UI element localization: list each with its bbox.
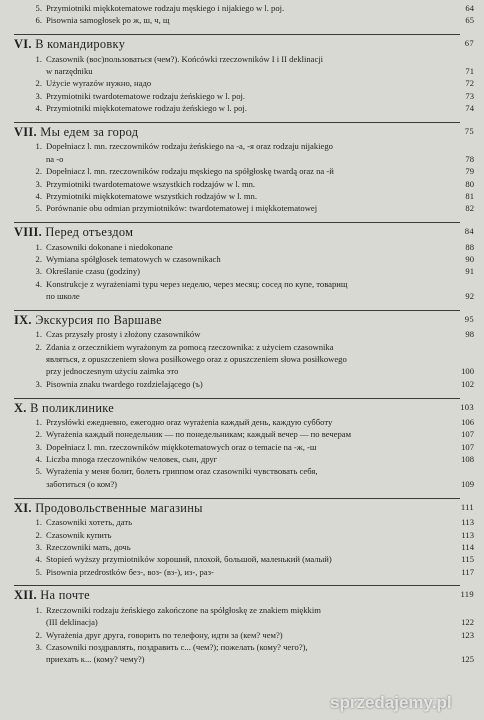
toc-entry bbox=[14, 342, 442, 354]
entry-page-number: 113 bbox=[461, 529, 474, 540]
entry-text: Pisownia znaku twardego rozdzielającego (ъ) bbox=[46, 378, 203, 389]
entry-page-number: 113 bbox=[461, 517, 474, 528]
entry-text: Czasownik (вос)пользоваться (чем?). Końcówki rzeczowników I i II deklinacji bbox=[46, 53, 324, 64]
entry-page-number: 125 bbox=[461, 654, 474, 665]
entry-page-number: 72 bbox=[465, 78, 474, 89]
section-divider bbox=[14, 34, 460, 35]
toc-entry bbox=[14, 605, 442, 617]
toc-entry bbox=[14, 154, 442, 166]
entry-page-number: 74 bbox=[465, 103, 474, 114]
section-title: В командировку bbox=[35, 37, 126, 52]
entry-text: Zdania z orzecznikiem wyrażonym za pomocą rzeczownika: z użyciem czasownika bbox=[46, 341, 334, 352]
section-divider bbox=[14, 222, 460, 223]
toc-entry bbox=[14, 567, 442, 579]
section-heading bbox=[14, 125, 474, 140]
toc-entry bbox=[14, 179, 442, 191]
entry-page-number: 115 bbox=[461, 554, 474, 565]
section-page-number: 103 bbox=[460, 401, 474, 412]
section-heading bbox=[14, 401, 474, 416]
toc-entry bbox=[14, 554, 442, 566]
toc-entry bbox=[14, 479, 442, 491]
entry-number: 2. bbox=[35, 429, 42, 440]
entry-number: 1. bbox=[35, 417, 42, 428]
toc-entry bbox=[14, 3, 442, 15]
section-title: Продовольственные магазины bbox=[35, 500, 203, 515]
toc-entry bbox=[14, 166, 442, 178]
entry-number: 3. bbox=[35, 178, 42, 189]
entry-number: 1. bbox=[35, 329, 42, 340]
toc-entry bbox=[14, 66, 442, 78]
entry-number: 3. bbox=[35, 441, 42, 452]
entry-page-number: 73 bbox=[465, 90, 474, 101]
entry-page-number: 90 bbox=[465, 253, 474, 264]
toc-entry bbox=[14, 191, 442, 203]
entry-page-number: 107 bbox=[461, 441, 474, 452]
entry-text: Określanie czasu (godziny) bbox=[46, 266, 141, 277]
entry-page-number: 109 bbox=[461, 478, 474, 489]
entry-text: заботиться (о ком?) bbox=[46, 478, 118, 489]
entry-number: 4. bbox=[35, 554, 42, 565]
entry-text: Rzeczowniki rodzaju żeńskiego zakończone na spółgłoskę ze znakiem miękkim bbox=[46, 604, 321, 615]
entry-number: 4. bbox=[35, 278, 42, 289]
entry-page-number: 81 bbox=[465, 190, 474, 201]
section-divider bbox=[14, 585, 460, 586]
entry-text: Przymiotniki miękkotematowe wszystkich rodzajów w l. mn. bbox=[46, 190, 257, 201]
entry-text: na -о bbox=[46, 153, 64, 164]
entry-page-number: 71 bbox=[465, 66, 474, 77]
entry-text: (III deklinacja) bbox=[46, 617, 98, 628]
section-divider bbox=[14, 498, 460, 499]
section-heading bbox=[14, 225, 474, 240]
entry-number: 1. bbox=[35, 517, 42, 528]
entry-text: Czasowniki поздравлять, поздравить с... (чем?); пожелать (кому? чего?), bbox=[46, 641, 308, 652]
entry-text: Przymiotniki miękkotematowe rodzaju męskiego i nijakiego w l. poj. bbox=[46, 3, 285, 13]
section-page-number: 119 bbox=[460, 589, 474, 600]
watermark-logo: sprzedajemy.pl bbox=[330, 693, 452, 712]
entry-text: Porównanie obu odmian przymiotników: twardotematowej i miękkotematowej bbox=[46, 203, 318, 214]
section-page-number: 75 bbox=[464, 125, 474, 136]
entry-number: 1. bbox=[35, 53, 42, 64]
entry-page-number: 98 bbox=[465, 329, 474, 340]
toc-entry bbox=[14, 429, 442, 441]
toc-entry bbox=[14, 354, 442, 366]
entry-text: Konstrukcje z wyrażeniami typu через неделю, через месяц; сосед по купе, товарищ bbox=[46, 278, 348, 289]
section-number: VIII. bbox=[14, 225, 43, 240]
entry-number: 1. bbox=[35, 141, 42, 152]
section-number: XI. bbox=[14, 500, 32, 515]
entry-text: Przymiotniki twardotematowe rodzaju żeńskiego w l. poj. bbox=[46, 90, 246, 101]
entry-number: 3. bbox=[35, 641, 42, 652]
toc-entry bbox=[14, 654, 442, 666]
entry-number: 6. bbox=[35, 15, 42, 26]
entry-text: w narzędniku bbox=[46, 66, 93, 77]
entry-text: по школе bbox=[46, 290, 80, 301]
toc-entry bbox=[14, 329, 442, 341]
section-title: Экскурсия по Варшаве bbox=[35, 312, 162, 327]
section-title: На почте bbox=[40, 588, 90, 603]
entry-number: 2. bbox=[35, 253, 42, 264]
entry-number: 2. bbox=[35, 166, 42, 177]
entry-page-number: 102 bbox=[461, 378, 474, 389]
toc-entry bbox=[14, 91, 442, 103]
entry-text: Wyrażenia каждый понедельник — по понедельникам; каждый вечер — по вечерам bbox=[46, 429, 352, 440]
toc-entry bbox=[14, 530, 442, 542]
entry-text: Czasowniki хотеть, дать bbox=[46, 517, 133, 528]
entry-text: Stopień wyższy przymiotników хороший, плохой, большой, маленький (малый) bbox=[46, 554, 332, 565]
entry-page-number: 64 bbox=[465, 3, 474, 13]
toc-entry bbox=[14, 517, 442, 529]
entry-number: 3. bbox=[35, 541, 42, 552]
entry-text: Liczba mnoga rzeczowników человек, сын, друг bbox=[46, 454, 218, 465]
entry-page-number: 106 bbox=[461, 417, 474, 428]
section-number: X. bbox=[14, 400, 27, 415]
entry-page-number: 79 bbox=[465, 166, 474, 177]
entry-number: 5. bbox=[35, 566, 42, 577]
entry-text: Rzeczowniki мать, дочь bbox=[46, 541, 131, 552]
entry-number: 5. bbox=[35, 3, 42, 13]
toc-entry bbox=[14, 630, 442, 642]
toc-entry bbox=[14, 642, 442, 654]
entry-number: 4. bbox=[35, 190, 42, 201]
entry-number: 2. bbox=[35, 341, 42, 352]
entry-page-number: 100 bbox=[461, 366, 474, 377]
entry-page-number: 80 bbox=[465, 178, 474, 189]
entry-page-number: 114 bbox=[461, 541, 474, 552]
entry-number: 4. bbox=[35, 454, 42, 465]
entry-page-number: 82 bbox=[465, 203, 474, 214]
entry-text: Dopełniacz l. mn. rzeczowników rodzaju żeńskiego na -а, -я oraz rodzaju nijakiego bbox=[46, 141, 333, 152]
section-page-number: 111 bbox=[460, 501, 474, 512]
toc-entry bbox=[14, 103, 442, 115]
entry-page-number: 78 bbox=[465, 153, 474, 164]
entry-number: 3. bbox=[35, 266, 42, 277]
entry-text: Przymiotniki miękkotematowe rodzaju żeńskiego w l. poj. bbox=[46, 103, 247, 114]
toc-entry bbox=[14, 442, 442, 454]
entry-text: Pisownia samogłosek po ж, ш, ч, щ bbox=[46, 15, 170, 26]
section-number: XII. bbox=[14, 588, 37, 603]
entry-number: 5. bbox=[35, 203, 42, 214]
entry-page-number: 123 bbox=[461, 629, 474, 640]
toc-entry bbox=[14, 266, 442, 278]
toc-entry bbox=[14, 291, 442, 303]
entry-text: Wymiana spółgłosek tematowych w czasownikach bbox=[46, 253, 221, 264]
entry-text: приехать к... (кому? чему?) bbox=[46, 654, 145, 665]
entry-number: 2. bbox=[35, 629, 42, 640]
entry-text: Czasowniki dokonane i niedokonane bbox=[46, 241, 173, 252]
section-divider bbox=[14, 310, 460, 311]
entry-number: 2. bbox=[35, 78, 42, 89]
entry-number: 3. bbox=[35, 378, 42, 389]
section-page-number: 67 bbox=[464, 38, 474, 49]
toc-entry bbox=[14, 379, 442, 391]
entry-text: Przysłówki ежедневно, ежегодно oraz wyrażenia каждый день, каждую субботу bbox=[46, 417, 333, 428]
toc-entry bbox=[14, 466, 442, 478]
entry-page-number: 65 bbox=[465, 15, 474, 26]
entry-number: 1. bbox=[35, 241, 42, 252]
toc-entry bbox=[14, 203, 442, 215]
section-heading bbox=[14, 37, 474, 52]
toc-entry bbox=[14, 454, 442, 466]
entry-text: Pisownia przedrostków без-, воз- (вз-), из-, раз- bbox=[46, 566, 214, 577]
section-number: VII. bbox=[14, 124, 37, 139]
section-page-number: 95 bbox=[464, 313, 474, 324]
toc-entry bbox=[14, 15, 442, 27]
section-divider bbox=[14, 398, 460, 399]
entry-text: Przymiotniki twardotematowe wszystkich rodzajów w l. mn. bbox=[46, 178, 256, 189]
entry-text: przy jednoczesnym użyciu zaimka это bbox=[46, 366, 179, 377]
entry-page-number: 108 bbox=[461, 454, 474, 465]
entry-page-number: 92 bbox=[465, 290, 474, 301]
section-title: Перед отъездом bbox=[45, 225, 134, 240]
entry-text: Użycie wyrazów нужно, надо bbox=[46, 78, 152, 89]
section-heading bbox=[14, 501, 474, 516]
entry-page-number: 122 bbox=[461, 617, 474, 628]
entry-text: Wyrażenia у меня болит, болеть гриппом oraz czasowniki чувствовать себя, bbox=[46, 466, 318, 477]
entry-text: Dopełniacz l. mn. rzeczowników miękkotematowych oraz o temacie na -ж, -ш bbox=[46, 441, 317, 452]
toc-entry bbox=[14, 542, 442, 554]
entry-text: Wyrażenia друг друга, говорить по телефону, идти за (кем? чем?) bbox=[46, 629, 283, 640]
entry-text: Czasownik купить bbox=[46, 529, 112, 540]
entry-number: 1. bbox=[35, 604, 42, 615]
entry-number: 5. bbox=[35, 466, 42, 477]
toc-entry bbox=[14, 617, 442, 629]
toc-entry bbox=[14, 78, 442, 90]
toc-entry bbox=[14, 417, 442, 429]
toc-entry bbox=[14, 141, 442, 153]
toc-entry bbox=[14, 279, 442, 291]
entry-page-number: 117 bbox=[461, 566, 474, 577]
toc-entry bbox=[14, 254, 442, 266]
entry-page-number: 91 bbox=[465, 266, 474, 277]
section-page-number: 84 bbox=[464, 226, 474, 237]
entry-page-number: 107 bbox=[461, 429, 474, 440]
entry-text: являться, z opuszczeniem słowa posiłkowego oraz z opuszczeniem słowa posiłkowego bbox=[46, 354, 347, 364]
entry-page-number: 88 bbox=[465, 241, 474, 252]
section-heading bbox=[14, 588, 474, 603]
toc-entry bbox=[14, 54, 442, 66]
toc-entry bbox=[14, 366, 442, 378]
entry-number: 2. bbox=[35, 529, 42, 540]
toc-entry bbox=[14, 242, 442, 254]
section-title: В поликлинике bbox=[30, 400, 115, 415]
section-number: IX. bbox=[14, 312, 32, 327]
entry-number: 3. bbox=[35, 90, 42, 101]
section-title: Мы едем за город bbox=[40, 124, 139, 139]
entry-number: 4. bbox=[35, 103, 42, 114]
section-number: VI. bbox=[14, 37, 32, 52]
entry-text: Dopełniacz l. mn. rzeczowników rodzaju męskiego na spółgłoskę twardą oraz na -й bbox=[46, 166, 334, 177]
entry-text: Czas przyszły prosty i złożony czasowników bbox=[46, 329, 201, 340]
section-divider bbox=[14, 122, 460, 123]
section-heading bbox=[14, 313, 474, 328]
